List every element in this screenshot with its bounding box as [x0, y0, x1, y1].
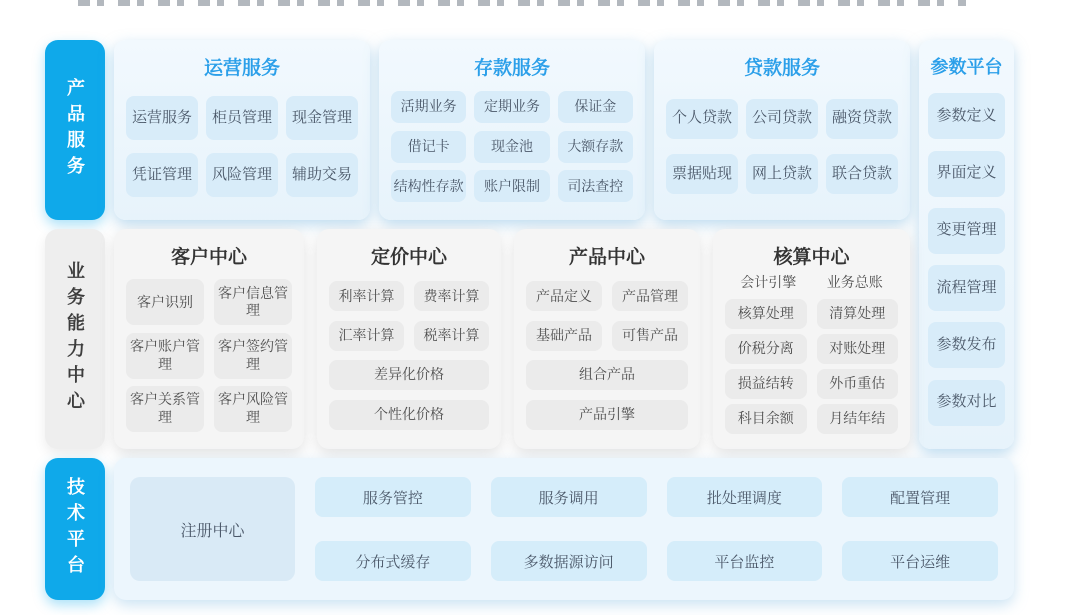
pricing-center-item: 个性化价格 — [329, 400, 489, 430]
side-label-product-services: 产品服务 — [45, 40, 105, 220]
technology-platform-panel — [114, 458, 1014, 600]
tech-platform-item: 配置管理 — [842, 477, 998, 517]
chip-row — [526, 321, 688, 351]
tech-column — [667, 477, 823, 581]
tech-platform-item: 服务管控 — [315, 477, 471, 517]
chip-row — [526, 400, 688, 430]
deposit-service-item: 定期业务 — [474, 91, 549, 123]
ops-service-item: 辅助交易 — [286, 153, 358, 197]
param-platform-item: 流程管理 — [928, 265, 1005, 311]
middle-band-groups — [114, 229, 910, 449]
chip-row — [329, 281, 489, 311]
chip-rows — [391, 83, 633, 210]
deposit-service-item: 借记卡 — [391, 131, 466, 163]
chip-row — [526, 281, 688, 311]
group-pricing-center — [317, 229, 501, 449]
group-deposit-services — [379, 40, 645, 220]
loan-service-item: 个人贷款 — [666, 99, 738, 139]
group-customer-center — [114, 229, 304, 449]
chip-row — [391, 91, 633, 123]
group-title: 客户中心 — [170, 247, 247, 268]
side-label-technology-platform: 技术平台 — [45, 458, 105, 600]
param-platform-item: 参数定义 — [928, 93, 1005, 139]
group-product-center — [514, 229, 700, 449]
chip-rows — [725, 294, 898, 439]
tech-platform-item: 多数据源访问 — [491, 541, 647, 581]
accounting-center-item: 月结年结 — [817, 404, 899, 434]
chip-row — [126, 333, 292, 379]
customer-center-item: 客户账户管理 — [126, 333, 204, 379]
loan-service-item: 融资贷款 — [826, 99, 898, 139]
group-title: 贷款服务 — [743, 58, 820, 79]
tech-platform-item: 批处理调度 — [667, 477, 823, 517]
chip-row — [666, 99, 898, 139]
param-platform-item: 界面定义 — [928, 151, 1005, 197]
chip-rows — [928, 82, 1005, 437]
pricing-center-item: 汇率计算 — [329, 321, 404, 351]
tech-platform-item: 服务调用 — [491, 477, 647, 517]
chip-rows — [329, 272, 489, 439]
deposit-service-item: 账户限制 — [474, 170, 549, 202]
chip-row — [725, 369, 898, 399]
loan-service-item: 联合贷款 — [826, 154, 898, 194]
accounting-subheaders — [725, 272, 898, 294]
loan-service-item: 票据贴现 — [666, 154, 738, 194]
param-platform-item: 参数发布 — [928, 322, 1005, 368]
chip-row — [329, 360, 489, 390]
product-center-item: 组合产品 — [526, 360, 688, 390]
chip-row — [126, 279, 292, 325]
chip-row — [391, 170, 633, 202]
chip-row — [126, 96, 358, 140]
loan-service-item: 公司贷款 — [746, 99, 818, 139]
deposit-service-item: 现金池 — [474, 131, 549, 163]
ops-service-item: 风险管理 — [206, 153, 278, 197]
group-parameter-platform — [919, 40, 1014, 449]
chip-row — [126, 153, 358, 197]
tech-column — [315, 477, 471, 581]
chip-row — [725, 404, 898, 434]
customer-center-item: 客户关系管理 — [126, 386, 204, 432]
accounting-center-item: 损益结转 — [725, 369, 807, 399]
side-label-business-capability-center: 业务能力中心 — [45, 229, 105, 449]
group-title: 核算中心 — [773, 247, 850, 268]
deposit-service-item: 大额存款 — [558, 131, 633, 163]
chip-row — [329, 321, 489, 351]
deposit-service-item: 结构性存款 — [391, 170, 466, 202]
product-center-item: 产品定义 — [526, 281, 602, 311]
customer-center-item: 客户信息管理 — [214, 279, 292, 325]
customer-center-item: 客户识别 — [126, 279, 204, 325]
group-title: 运营服务 — [203, 58, 280, 79]
deposit-service-item: 活期业务 — [391, 91, 466, 123]
loan-service-item: 网上贷款 — [746, 154, 818, 194]
param-platform-item: 参数对比 — [928, 380, 1005, 426]
chip-row — [666, 154, 898, 194]
accounting-center-item: 核算处理 — [725, 299, 807, 329]
chip-row — [725, 334, 898, 364]
group-title: 产品中心 — [568, 247, 645, 268]
clipped-caption-text — [78, 0, 966, 6]
param-platform-item: 变更管理 — [928, 208, 1005, 254]
chip-rows — [126, 83, 358, 210]
registry-center-box: 注册中心 — [130, 477, 295, 581]
chip-row — [725, 299, 898, 329]
chip-row — [391, 131, 633, 163]
subheader-accounting-engine: 会计引擎 — [740, 274, 797, 290]
diagram-grid — [45, 40, 1014, 600]
chip-rows — [526, 272, 688, 439]
chip-row — [329, 400, 489, 430]
chip-rows — [126, 272, 292, 439]
ops-service-item: 凭证管理 — [126, 153, 198, 197]
customer-center-item: 客户签约管理 — [214, 333, 292, 379]
pricing-center-item: 税率计算 — [414, 321, 489, 351]
accounting-center-item: 外币重估 — [817, 369, 899, 399]
customer-center-item: 客户风险管理 — [214, 386, 292, 432]
group-loan-services — [654, 40, 910, 220]
deposit-service-item: 司法查控 — [558, 170, 633, 202]
product-center-item: 产品引擎 — [526, 400, 688, 430]
tech-column — [842, 477, 998, 581]
tech-platform-item: 平台监控 — [667, 541, 823, 581]
ops-service-item: 现金管理 — [286, 96, 358, 140]
group-title: 定价中心 — [370, 247, 447, 268]
pricing-center-item: 费率计算 — [414, 281, 489, 311]
product-center-item: 基础产品 — [526, 321, 602, 351]
chip-rows — [666, 83, 898, 210]
pricing-center-item: 差异化价格 — [329, 360, 489, 390]
deposit-service-item: 保证金 — [558, 91, 633, 123]
chip-row — [126, 386, 292, 432]
ops-service-item: 柜员管理 — [206, 96, 278, 140]
tech-column — [491, 477, 647, 581]
accounting-center-item: 科目余额 — [725, 404, 807, 434]
accounting-center-item: 价税分离 — [725, 334, 807, 364]
product-center-item: 可售产品 — [612, 321, 688, 351]
tech-platform-item: 分布式缓存 — [315, 541, 471, 581]
tech-platform-item: 平台运维 — [842, 541, 998, 581]
group-accounting-center — [713, 229, 910, 449]
accounting-center-item: 清算处理 — [817, 299, 899, 329]
ops-service-item: 运营服务 — [126, 96, 198, 140]
accounting-center-item: 对账处理 — [817, 334, 899, 364]
product-center-item: 产品管理 — [612, 281, 688, 311]
chip-row — [526, 360, 688, 390]
group-title: 参数平台 — [930, 57, 1003, 77]
group-operation-services — [114, 40, 370, 220]
pricing-center-item: 利率计算 — [329, 281, 404, 311]
group-title: 存款服务 — [473, 58, 550, 79]
subheader-business-ledger: 业务总账 — [826, 274, 883, 290]
